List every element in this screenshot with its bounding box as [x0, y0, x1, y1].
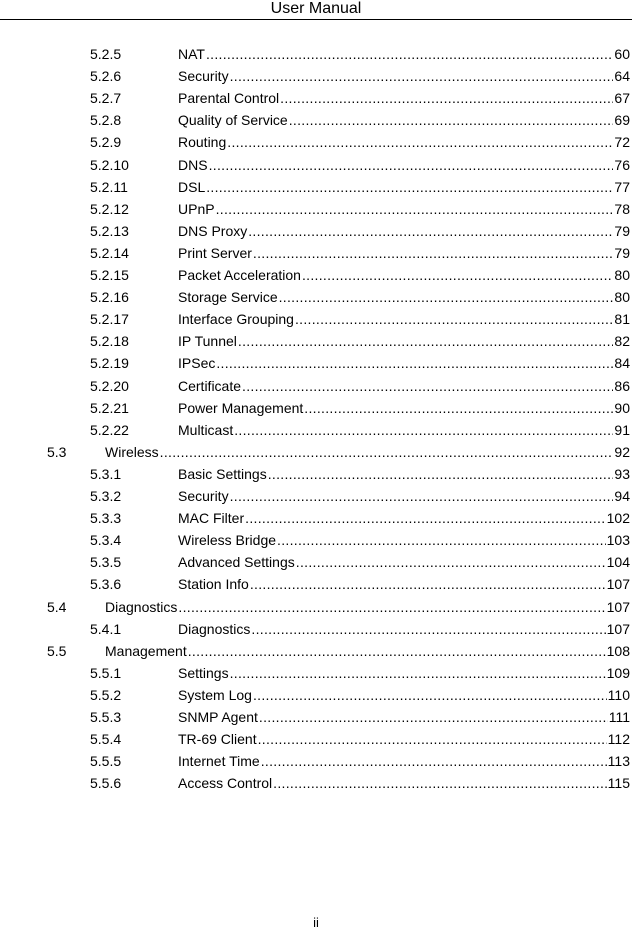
- toc-page-number: 76: [614, 156, 630, 173]
- toc-entry[interactable]: [90, 686, 630, 708]
- toc-section-number: 5.3.4: [90, 532, 122, 549]
- toc-dot-leader: [216, 354, 613, 372]
- toc-entry[interactable]: [90, 531, 630, 553]
- toc-entry[interactable]: [90, 708, 630, 730]
- toc-entry[interactable]: [47, 642, 630, 664]
- toc-section-number: 5.3: [47, 443, 67, 460]
- toc-page-number: 107: [606, 598, 630, 615]
- toc-page-number: 79: [614, 244, 630, 261]
- toc-entry[interactable]: [90, 774, 630, 796]
- toc-page-number: 110: [607, 686, 630, 703]
- toc-section-title[interactable]: Storage Service: [178, 289, 278, 306]
- page-number: ii: [313, 915, 319, 930]
- toc-entry[interactable]: [90, 421, 630, 443]
- toc-dot-leader: [209, 156, 614, 174]
- toc-section-title[interactable]: UPnP: [178, 200, 215, 217]
- toc-page-number: 91: [614, 421, 630, 438]
- toc-section-number: 5.2.12: [90, 200, 129, 217]
- toc-section-title[interactable]: MAC Filter: [178, 510, 245, 527]
- toc-section-number: 5.2.9: [90, 134, 122, 151]
- toc-page-number: 103: [606, 532, 630, 549]
- toc-entry[interactable]: [90, 178, 630, 200]
- toc-entry[interactable]: [90, 620, 630, 642]
- toc-dot-leader: [289, 111, 614, 129]
- toc-page-number: 109: [606, 664, 630, 681]
- toc-entry[interactable]: [90, 45, 630, 67]
- toc-section-title[interactable]: Access Control: [178, 775, 273, 792]
- toc-entry[interactable]: [90, 111, 630, 133]
- toc-section-title[interactable]: Management: [105, 642, 187, 659]
- toc-section-title[interactable]: Security: [178, 488, 229, 504]
- toc-section-number: 5.5.4: [90, 731, 122, 748]
- toc-section-number: 5.2.6: [90, 68, 122, 85]
- toc-section-title[interactable]: SNMP Agent: [178, 709, 258, 725]
- toc-page-number: 80: [614, 267, 630, 283]
- toc-section-title[interactable]: Quality of Service: [178, 112, 288, 129]
- toc-entry[interactable]: [90, 730, 630, 752]
- toc-section-number: 5.3.1: [90, 465, 122, 482]
- toc-page-number: 81: [614, 311, 630, 328]
- running-header: [0, 0, 632, 20]
- toc-section-title[interactable]: Station Info: [178, 576, 249, 593]
- toc-dot-leader: [296, 553, 606, 571]
- toc-section-number: 5.2.10: [90, 156, 129, 173]
- toc-section-title[interactable]: Security: [178, 68, 229, 85]
- toc-page-number: 111: [608, 709, 630, 725]
- toc-page-number: 107: [606, 620, 630, 637]
- toc-section-number: 5.2.19: [90, 355, 129, 372]
- toc-section-number: 5.5.6: [90, 775, 122, 792]
- toc-page-number: 67: [614, 90, 630, 107]
- toc-dot-leader: [277, 531, 606, 549]
- toc-dot-leader: [279, 288, 614, 306]
- toc-section-title[interactable]: Certificate: [178, 377, 242, 394]
- toc-section-title[interactable]: Wireless Bridge: [178, 532, 277, 549]
- toc-dot-leader: [188, 642, 606, 660]
- document-title: User Manual: [270, 0, 362, 17]
- toc-section-number: 5.4.1: [90, 620, 122, 637]
- toc-dot-leader: [230, 67, 614, 85]
- toc-page-number: 90: [614, 399, 630, 416]
- toc-section-number: 5.2.8: [90, 112, 122, 129]
- toc-entry[interactable]: [90, 89, 630, 111]
- toc-section-number: 5.2.13: [90, 222, 129, 239]
- toc-entry[interactable]: [90, 509, 630, 531]
- toc-page-number: 77: [614, 178, 630, 195]
- toc-dot-leader: [234, 421, 613, 439]
- toc-dot-leader: [250, 575, 606, 593]
- toc-entry[interactable]: [90, 377, 630, 399]
- toc-dot-leader: [238, 332, 614, 350]
- toc-dot-leader: [227, 133, 613, 151]
- toc-section-title[interactable]: Diagnostics: [105, 598, 178, 615]
- toc-section-number: 5.3.2: [90, 488, 122, 504]
- toc-page-number: 86: [614, 377, 630, 394]
- toc-section-number: 5.2.11: [90, 178, 128, 195]
- toc-page-number: 82: [614, 333, 630, 350]
- toc-dot-leader: [253, 244, 614, 262]
- toc-dot-leader: [295, 310, 613, 328]
- toc-dot-leader: [245, 509, 606, 527]
- toc-entry[interactable]: [90, 553, 630, 575]
- toc-section-number: 5.5.5: [90, 753, 122, 770]
- toc-section-number: 5.5.3: [90, 709, 122, 725]
- toc-section-title[interactable]: Basic Settings: [178, 465, 267, 482]
- toc-page-number: 107: [606, 576, 630, 593]
- toc-section-title[interactable]: DNS: [178, 156, 208, 173]
- toc-page-number: 115: [607, 775, 630, 792]
- toc-dot-leader: [302, 266, 613, 284]
- toc-dot-leader: [268, 465, 614, 483]
- toc-dot-leader: [216, 200, 614, 218]
- toc-page-number: 104: [606, 554, 630, 571]
- toc-dot-leader: [206, 178, 613, 196]
- toc-dot-leader: [258, 730, 607, 748]
- toc-entry[interactable]: [90, 67, 630, 89]
- toc-section-title[interactable]: IP Tunnel: [178, 333, 237, 350]
- toc-dot-leader: [251, 620, 605, 638]
- toc-dot-leader: [242, 377, 613, 395]
- toc-section-number: 5.2.5: [90, 46, 122, 62]
- toc-page-number: 69: [614, 112, 630, 129]
- toc-dot-leader: [253, 686, 607, 704]
- toc-section-number: 5.2.22: [90, 421, 129, 438]
- toc-section-number: 5.5: [47, 642, 67, 659]
- toc-section-number: 5.2.14: [90, 244, 129, 261]
- toc-dot-leader: [259, 708, 608, 726]
- toc-section-title[interactable]: Advanced Settings: [178, 554, 295, 571]
- toc-section-number: 5.4: [47, 598, 67, 615]
- toc-dot-leader: [206, 45, 613, 63]
- toc-section-number: 5.2.18: [90, 333, 129, 350]
- toc-entry[interactable]: [90, 575, 630, 597]
- toc-section-title[interactable]: Internet Time: [178, 753, 260, 770]
- toc-section-title[interactable]: Packet Acceleration: [178, 267, 301, 283]
- toc-entry[interactable]: [90, 465, 630, 487]
- toc-section-title[interactable]: System Log: [178, 686, 252, 703]
- toc-section-number: 5.5.2: [90, 686, 122, 703]
- toc-entry[interactable]: [90, 266, 630, 288]
- toc-dot-leader: [261, 752, 607, 770]
- toc-section-title[interactable]: Settings: [178, 664, 229, 681]
- toc-entry[interactable]: [90, 310, 630, 332]
- toc-section-number: 5.2.7: [90, 90, 122, 107]
- toc-entry[interactable]: [47, 598, 630, 620]
- toc-page-number: 112: [607, 731, 630, 748]
- toc-section-number: 5.3.6: [90, 576, 122, 593]
- toc-section-number: 5.3.5: [90, 554, 122, 571]
- toc-section-number: 5.2.16: [90, 289, 129, 306]
- toc-section-title[interactable]: Diagnostics: [178, 620, 251, 637]
- page-footer: [0, 916, 632, 930]
- toc-page-number: 80: [614, 289, 630, 306]
- toc-entry[interactable]: [90, 133, 630, 155]
- toc-section-number: 5.2.20: [90, 377, 129, 394]
- toc-section-number: 5.2.21: [90, 399, 129, 416]
- toc-dot-leader: [230, 664, 606, 682]
- toc-entry[interactable]: [90, 752, 630, 774]
- toc-dot-leader: [273, 774, 607, 792]
- toc-entry[interactable]: [90, 399, 630, 421]
- toc-entry[interactable]: [47, 443, 630, 465]
- toc-page-number: 84: [614, 355, 630, 372]
- toc-dot-leader: [304, 399, 613, 417]
- toc-section-title[interactable]: Wireless: [105, 443, 159, 460]
- toc-entry[interactable]: [90, 200, 630, 222]
- toc-section-title[interactable]: Interface Grouping: [178, 311, 294, 328]
- toc-entry[interactable]: [90, 332, 630, 354]
- toc-entry[interactable]: [90, 354, 630, 376]
- toc-section-title[interactable]: Parental Control: [178, 90, 280, 107]
- toc-page-number: 92: [614, 443, 630, 460]
- toc-section-title[interactable]: Print Server: [178, 244, 252, 261]
- toc-page-number: 60: [614, 46, 630, 62]
- toc-section-title[interactable]: Routing: [178, 134, 227, 151]
- toc-page-number: 79: [614, 222, 630, 239]
- toc-entry[interactable]: [90, 664, 630, 686]
- toc-page-number: 108: [606, 642, 630, 659]
- toc-page-number: 64: [614, 68, 630, 85]
- toc-dot-leader: [230, 487, 614, 505]
- toc-page-number: 94: [614, 488, 630, 504]
- toc-entry[interactable]: [90, 222, 630, 244]
- toc-section-title[interactable]: NAT: [178, 46, 205, 62]
- toc-page-number: 93: [614, 465, 630, 482]
- toc-section-title[interactable]: TR-69 Client: [178, 731, 257, 748]
- toc-section-number: 5.2.15: [90, 267, 129, 283]
- toc-entry[interactable]: [90, 156, 630, 178]
- toc-section-title[interactable]: DNS Proxy: [178, 222, 248, 239]
- toc-page-number: 102: [606, 510, 630, 527]
- toc-page-number: 72: [614, 134, 630, 151]
- toc-entry[interactable]: [90, 288, 630, 310]
- toc-entry[interactable]: [90, 244, 630, 266]
- toc-section-number: 5.2.17: [90, 311, 129, 328]
- toc-dot-leader: [178, 598, 605, 616]
- toc-dot-leader: [248, 222, 613, 240]
- toc-section-title[interactable]: Multicast: [178, 421, 234, 438]
- toc-section-title[interactable]: IPSec: [178, 355, 216, 372]
- toc-dot-leader: [160, 443, 614, 461]
- toc-section-title[interactable]: Power Management: [178, 399, 304, 416]
- toc-dot-leader: [280, 89, 613, 107]
- toc-section-number: 5.3.3: [90, 510, 122, 527]
- toc-section-title[interactable]: DSL: [178, 178, 206, 195]
- toc-page-number: 78: [614, 200, 630, 217]
- toc-entry[interactable]: [90, 487, 630, 509]
- toc-page-number: 113: [607, 753, 630, 770]
- toc-section-number: 5.5.1: [90, 664, 122, 681]
